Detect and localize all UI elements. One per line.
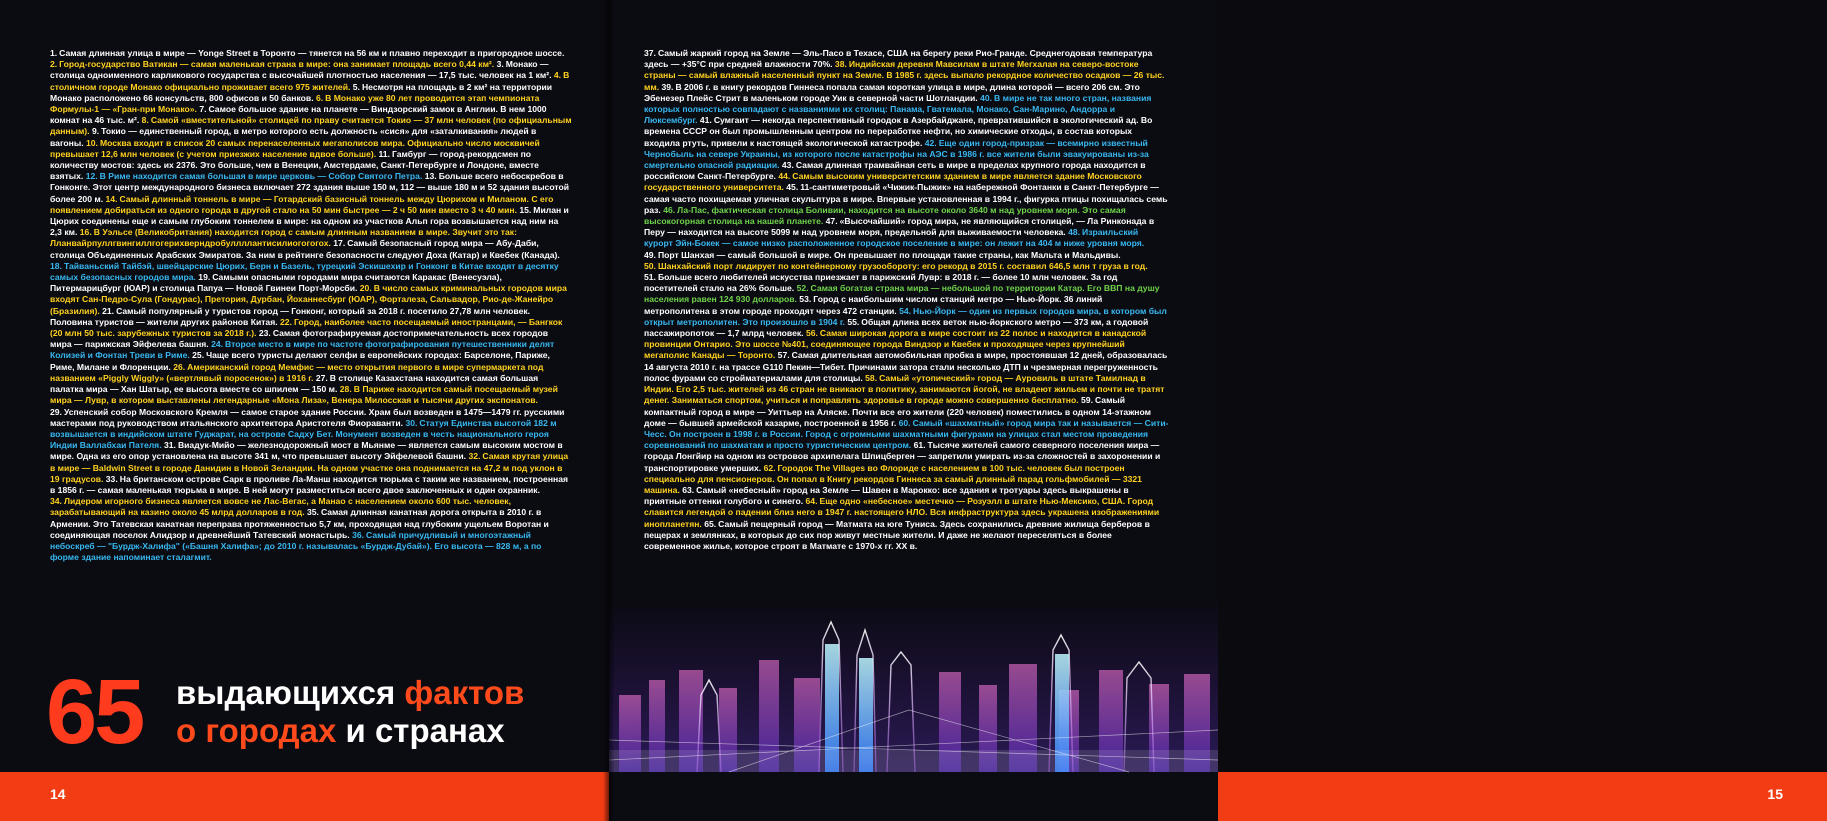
fact-text: Самая богатая страна мира — небольшой по территории Катар. Его ВВП на душу населения равен 124 930 долларов. [644, 283, 1160, 305]
fact-number: 53. [799, 294, 812, 305]
fact-text: Самая длительная автомобильная пробка в мире, простоявшая 12 дней, образовалась 14 августа 2010 г. на трассе G110 Пекин—Тибет. Причинами затора стали несколько ДТП и чрезмерная перегруженность полос фурами со стройматериалами для столицы. [644, 350, 1168, 383]
fact-number: 39. [661, 81, 674, 92]
fact-number: 38. [834, 59, 847, 70]
fact-item [86, 171, 423, 181]
fact-number: 50. [644, 260, 656, 271]
fact-number: 57. [777, 350, 790, 361]
fact-text: Самый пещерный город — Матмата на юге Туниса. Здесь сохранились древние жилища берберов в пещерах и землянках, в которых до сих пор живут местные жители. И даже не желают переселяться в более современное жилье, которое строят в Матмате с 1970-х гг. XX в. [644, 518, 1150, 551]
fact-text: Самое большое здание на планете — Виндзорский замок в Англии. В нем 1000 комнат на 46 тыс. м². [50, 104, 547, 126]
fact-text: Самая длинная трамвайная сеть в мире в пределах крупного города находится в российском Санкт-Петербурге. [644, 160, 1146, 182]
page-number-right: 15 [1767, 786, 1783, 802]
fact-number: 49. [644, 249, 656, 260]
fact-number: 62. [763, 462, 776, 473]
fact-text: Больше всего любителей искусства приезжает в парижский Лувр: в 2018 г. — более 10 млн человек. За год посетителей стало на 26% больше. [644, 272, 1118, 294]
fact-text: Самый компактный город в мире — Уиттьер на Аляске. Почти все его жители (220 человек) поместились в одном 14-этажном доме — бывшей армейской казарме, построенной в 1956 г. [644, 395, 1151, 428]
fact-text: Самый длинный тоннель в мире — Готардский базисный тоннель между Цюрихом и Миланом. С его появлением добираться из одного города в другой стало на 50 мин быстрее — 2 ч 50 мин вместо 3 ч 40 мин. [50, 193, 554, 215]
fact-text: Город, наиболее часто посещаемый иностранцами, — Бангкок (20 млн 50 тыс. зарубежных туристов за 2018 г.). [50, 316, 563, 339]
fact-number: 47. [825, 216, 838, 227]
fact-number: 46. [663, 204, 676, 215]
fact-text: В Париже находится самый посещаемый музей мира — Лувр, в котором выставлены легендарные «Мона Лиза», Венера Милосская и тысячи других экспонатов. [50, 384, 558, 406]
fact-number: 15. [519, 204, 532, 215]
fact-text: Токио — единственный город, в метро которого есть должность «сися» для «заталкивания» людей в вагоны. [50, 126, 537, 148]
fact-number: 18. [50, 260, 62, 271]
fact-text: Самый «шахматный» город мира так и называется — Сити-Чесс. Он построен в 1998 г. в России. Город с огромными шахматными фигурами на улицах стал местом проведения соревнований по шахматам и просто туристическим центром. [644, 417, 1169, 451]
facts-column-right [644, 48, 1169, 552]
headline-number: 65 [46, 661, 143, 763]
fact-text: Ла-Пас, фактическая столица Боливии, находится на высоте около 3640 м над уровнем моря. Это самая высокогорная столица на нашей планете. [644, 204, 1126, 227]
fact-number: 33. [105, 473, 118, 484]
fact-text: Город с наибольшим числом станций метро — Нью-Йорк. 36 линий метрополитена в этом городе проходят через 472 станции. [644, 294, 1103, 316]
headline-word: и странах [336, 712, 505, 749]
fact-text: В Риме находится самая большая в мире церковь — Собор Святого Петра. [99, 171, 423, 182]
fact-item [50, 474, 568, 495]
fact-number: 12. [85, 171, 98, 182]
fact-text: Чаще всего туристы делают селфи в европейских городах: Барселоне, Париже, Риме, Милане и Флоренции. [50, 350, 550, 372]
fact-number: 60. [898, 417, 911, 428]
fact-number: 2. [50, 59, 58, 70]
fact-number: 44. [778, 171, 791, 182]
fact-number: 55. [847, 316, 860, 327]
fact-number: 28. [339, 384, 352, 395]
headline-accent-word: фактов [404, 674, 525, 711]
fact-number: 8. [141, 115, 149, 126]
fact-number: 21. [102, 305, 115, 316]
fact-number: 61. [913, 440, 926, 451]
book-gutter-shadow [603, 0, 615, 821]
fact-number: 9. [91, 126, 100, 137]
fact-number: 7. [199, 104, 207, 115]
fact-text: Самая широкая дорога в мире состоит из 22 полос и находится в канадской провинции Онтарио. Это шоссе №401, соединяющее города Виндзор и Квебек и проходящее через крупнейший мегаполис Канады — Торонто. [644, 328, 1147, 361]
fact-text: Самый «небесный» город на Земле — Шавен в Марокко: все здания и тротуары здесь выкрашены в приятные оттенки голубого и синего. [644, 484, 1129, 507]
fact-number: 14. [105, 193, 118, 204]
page-number-left: 14 [50, 786, 66, 802]
fact-number: 63. [682, 484, 695, 495]
headline [46, 661, 591, 764]
fact-text: Еще один город-призрак — всемирно известный Чернобыль на севере Украины, из которого после катастрофы на АЭС в 1986 г. все жители были эвакуированы из-за смертельно опасной радиации. [644, 137, 1149, 171]
fact-number: 27. [315, 372, 328, 383]
fact-number: 43. [781, 160, 794, 171]
fact-number: 30. [405, 417, 418, 428]
fact-number: 10. [85, 137, 98, 148]
fact-text: Шанхайский порт лидирует по контейнерному грузообороту: его рекорд в 2015 г. составил 646,5 млн т груза в год. [657, 260, 1148, 271]
fact-text: Сумгаит — некогда перспективный городок в Азербайджане, превратившийся в экологический ад. Во времена СССР он был промышленным центром по переработке нефти, но химические отходы, в состав которых входила ртуть, привели к настоящей экологической катастрофе. [644, 115, 1153, 148]
headline-accent-word: о городах [176, 712, 337, 749]
fact-number: 35. [306, 507, 319, 518]
fact-item [644, 519, 1150, 551]
fact-number: 29. [50, 406, 62, 417]
footer-bar-left [0, 772, 609, 821]
fact-text: Городок The Villages во Флориде с населением в 100 тыс. человек был построен специально для пенсионеров. Он попал в Книгу рекордов Гиннеса за самый длинный парад гольфмобилей — 3321 машина. [644, 462, 1142, 495]
fact-number: 56. [805, 328, 818, 339]
fact-text: Американский город Мемфис — место открытия первого в мире супермаркета под названием «Piggly Wiggly» («вертлявый поросенок») в 1916 г. [50, 361, 544, 383]
neon-city-illustration [609, 600, 1218, 772]
fact-number: 37. [644, 48, 656, 58]
fact-text: Самыми опасными городами мира считаются Каракас (Венесуэла), Питермарицбург (ЮАР) и столица Папуа — Новой Гвинеи Порт-Морсби. [50, 272, 502, 294]
fact-number: 19. [198, 272, 211, 283]
fact-text: В столице Казахстана находится самая большая палатка мира — Хан Шатыр, ее высота вместе со шпилем — 150 м. [50, 372, 539, 395]
headline-line-2 [176, 712, 505, 750]
fact-text: «Высочайший» город мира, не являющийся столицей, — Ла Ринконада в Перу — находится на высоте 5099 м над уровнем моря, предельной для выживаемости человека. [644, 216, 1155, 238]
fact-number: 24. [211, 339, 224, 350]
fact-text: Самая длинная канатная дорога открыта в 2010 г. в Армении. Это Татевская канатная переправа протяженностью 5,7 км, проходящая над глубоким ущельем Воротан и соединяющая поселок Алидзор и древнейший Татевский монастырь. [50, 507, 549, 540]
fact-text: Несмотря на площадь в 2 км² на территории Монако расположено 66 консульств, 800 офисов и 50 банков. [50, 81, 553, 103]
fact-text: Тысяче жителей самого северного поселения мира — города Лонгйир на одном из островов архипелага Шпицберген — запретили умирать из-за сложностей в захоронении и транспортировке умерших. [644, 440, 1161, 473]
fact-text: Самая длинная улица в мире — Yonge Street в Торонто — тянется на 56 км и плавно переходит в пригородное шоссе. [59, 48, 565, 58]
fact-number: 59. [1081, 395, 1093, 406]
fact-item [50, 48, 564, 58]
fact-text: Успенский собор Московского Кремля — самое старое здание России. Храм был возведен в 1475—1479 гг. русскими мастерами под руководством итальянского архитектора Аристотеля Фиораванти. [50, 406, 565, 428]
fact-text: В столичном городе Монако официально проживает всего 975 жителей. [50, 70, 570, 92]
fact-text: Самой «вместительной» столицей по праву считается Токио — 37 млн человек (по официальным данным). [50, 115, 572, 137]
fact-number: 40. [980, 92, 993, 103]
fact-text: Виадук-Мийо — железнодорожный мост в Мьянме — является самым высоким мостом в мире. Одна из его опор установлена на высоте 341 м, что превышает высоту Эйфелевой башни. [50, 440, 563, 462]
fact-number: 20. [359, 283, 372, 294]
fact-text: В Уэльсе (Великобритания) находится город с самым длинным названием в мире. Звучит это так: Лланвайрпуллгвингиллгогерихверндробуллллантисилиогогогох. [50, 227, 517, 249]
fact-text: Самый жаркий город на Земле — Эль-Пасо в Техасе, США на берегу реки Рио-Гранде. Среднегодовая температура здесь — +35°С при средней влажности 70%. [644, 48, 1153, 70]
fact-number: 11. [378, 148, 390, 159]
fact-text: Самым высоким университетским зданием в мире является здание Московского государственного университета. [644, 171, 1142, 193]
fact-text: Самый причудливый и многоэтажный небоскреб — "Бурдж-Халифа" («Башня Халифа»; до 2010 г. называлась «Бурдж-Дубай»). Его высота — 828 м, а по форме здание напоминает сталагмит. [50, 529, 542, 563]
fact-number: 52. [796, 283, 809, 294]
headline-word: выдающихся [176, 674, 405, 711]
fact-text: Порт Шанхая — самый большой в мире. Он превышает по площади такие страны, как Мальта и Мальдивы. [657, 249, 1121, 260]
fact-text: Статуя Единства высотой 182 м возвышается в индийском штате Гуджарат, на острове Садху Бет. Монумент возведен в честь национального героя Индии Валлабхаи Пателя. [50, 417, 557, 451]
fact-number: 4. [553, 70, 562, 81]
fact-text: Больше всего небоскребов в Гонконге. Этот центр международного бизнеса включает 272 здания выше 150 м, 112 — выше 180 м и 52 здания высотой более 200 м. [50, 171, 569, 204]
fact-text: В 2006 г. в книгу рекордов Гиннеса попала самая короткая улица в мире, длина которой — всего 206 см. Это Эбенезер Плейс Стрит в маленьком городе Уик в северной части Шотландии. [644, 81, 1140, 103]
fact-number: 13. [424, 171, 437, 182]
fact-number: 31. [163, 440, 176, 451]
fact-text: Гамбург — город-рекордсмен по количеству мостов: здесь их 2376. Это больше, чем в Венеции, Амстердаме, Санкт-Петербурге и Лондоне, вместе взятых. [50, 148, 539, 182]
fact-item [50, 59, 494, 69]
fact-text: Самая фотографируемая достопримечательность всех городов мира — парижская Эйфелева башня. [50, 328, 549, 350]
headline-line-1 [176, 674, 524, 712]
fact-number: 32. [468, 451, 481, 462]
fact-number: 5. [352, 81, 360, 92]
fact-number: 41. [699, 115, 712, 126]
fact-item [50, 194, 553, 215]
fact-text: 11-сантиметровый «Чижик-Пыжик» на набережной Фонтанки в Санкт-Петербурге — самая часто похищаемая уличная скульптура в мире. Впервые установленная в 1994 г., фигурка птицы похищалась семь раз. [644, 182, 1168, 215]
fact-text: Самый безопасный город мира — Абу-Даби, столица Объединенных Арабских Эмиратов. За ним в рейтинге безопасности следуют Доха (Катар) и Квебек (Канада). [50, 238, 560, 260]
left-page [0, 0, 609, 821]
fact-number: 17. [333, 238, 346, 249]
fact-number: 3. [496, 59, 504, 70]
fact-text: Индийская деревня Мавсилам в штате Мегхалая на северо-востоке страны — самый влажный населенный пункт на Земле. В 1985 г. здесь выпало рекордное количество осадков — 26 тыс. мм. [644, 59, 1165, 92]
fact-text: Нью-Йорк — один из первых городов мира, в котором был открыт метрополитен. Это произошло в 1904 г. [644, 305, 1167, 327]
fact-number: 36. [352, 529, 365, 540]
fact-text: Самая крутая улица в мире — Baldwin Street в городе Данидин в Новой Зеландии. На одном участке она поднимается на 47,2 м под уклон в 19 градусов. [50, 451, 569, 484]
fact-text: В Монако уже 80 лет проводится этап чемпионата Формулы-1 — «Гран-при Монако». [50, 92, 540, 115]
fact-number: 45. [786, 182, 799, 193]
fact-text: На британском острове Сарк в проливе Ла-Манш находится тюрьма с таким же названием, построенная в 1856 г. — самая маленькая тюрьма в мире. В ней могут разместиться всего двое заключенных и один охранник. [50, 473, 569, 495]
fact-number: 6. [316, 92, 324, 103]
fact-text: Общая длина всех веток нью-йоркского метро — 373 км, а годовой пассажиропоток — 1,7 млрд человек. [644, 316, 1149, 339]
fact-text: Самый «утопический» город — Ауровиль в штате Тамилнад в Индии. Его 2,5 тыс. жителей из 46 стран не вникают в политику, занимаются йогой, не владеют жильем и почти не тратят денег. Заниматься спортом, учиться и поправлять здоровье в городе можно совершенно бесплатно. [644, 372, 1165, 406]
fact-number: 54. [899, 305, 912, 316]
fact-number: 26. [173, 361, 186, 372]
fact-number: 22. [280, 316, 292, 327]
facts-column-left [50, 48, 572, 563]
fact-number: 48. [1068, 227, 1081, 238]
fact-number: 25. [192, 350, 205, 361]
fact-text: Лидером игорного бизнеса является вовсе не Лас-Вегас, а Манао с населением около 600 тыс. человек, зарабатывающий на казино около 45 млрд долларов в год. [50, 496, 511, 518]
right-page [609, 0, 1783, 821]
fact-number: 51. [644, 272, 656, 283]
fact-number: 64. [805, 496, 818, 507]
fact-text: Монако — столица одноименного карликового государства с высочайшей плотностью населения — 17,5 тыс. человек на 1 км². [50, 59, 552, 81]
fact-number: 23. [258, 328, 271, 339]
fact-number: 34. [50, 496, 62, 507]
fact-text: Израильский курорт Эйн-Бокек — самое низко расположенное городское поселение в мире: он лежит на 404 м ниже уровня моря. [644, 227, 1145, 249]
fact-text: В число самых криминальных городов мира входят Сан-Педро-Сула (Гондурас), Претория, Дурбан, Йоханнесбург (ЮАР), Форталеза, Сальвадор, Рио-де-Жанейро (Бразилия). [50, 283, 567, 316]
fact-number: 42. [924, 137, 937, 148]
fact-text: Милан и Цюрих соединены еще и самым глубоким тоннелем в мире: на одном из участков Альп гора возвышается над ним на 2,3 км. [50, 204, 569, 238]
fact-item [644, 261, 1148, 271]
fact-number: 65. [704, 518, 717, 529]
fact-number: 16. [79, 227, 92, 238]
fact-text: Самый популярный у туристов город — Гонконг, который за 2018 г. посетило 27,78 млн человек. Половина туристов — жители других районов Китая. [50, 305, 531, 327]
fact-text: Еще одно «небесное» местечко — Розуэлл в штате Нью-Мексико, США. Город славится легендой о падении близ него в 1947 г. настоящего НЛО. Вся инфраструктура здесь украшена изображениями инопланетян. [644, 496, 1160, 529]
fact-number: 58. [865, 372, 878, 383]
fact-number: 1. [50, 48, 58, 58]
fact-text: Город-государство Ватикан — самая маленькая страна в мире: она занимает площадь всего 0,44 км². [59, 59, 495, 70]
fact-text: Второе место в мире по частоте фотографирования путешественники делят Колизей и Фонтан Треви в Риме. [50, 339, 555, 361]
footer-bar-right [1218, 772, 1827, 821]
fact-text: Москва входит в список 20 самых перенаселенных мегаполисов мира. Официально число москвичей превышает 12,6 млн человек (с учетом приезжих население вдвое больше). [50, 137, 540, 159]
fact-text: В мире не так много стран, названия которых полностью совпадают с названиями их столиц: Панама, Гватемала, Монако, Сан-Марино, Андорра и Люксембург. [644, 92, 1152, 126]
fact-item [644, 250, 1121, 260]
fact-text: Тайваньский Тайбэй, швейцарские Цюрих, Берн и Базель, турецкий Эскишехир и Гонконг в Китае входят в десятку самых безопасных городов мира. [50, 260, 559, 283]
